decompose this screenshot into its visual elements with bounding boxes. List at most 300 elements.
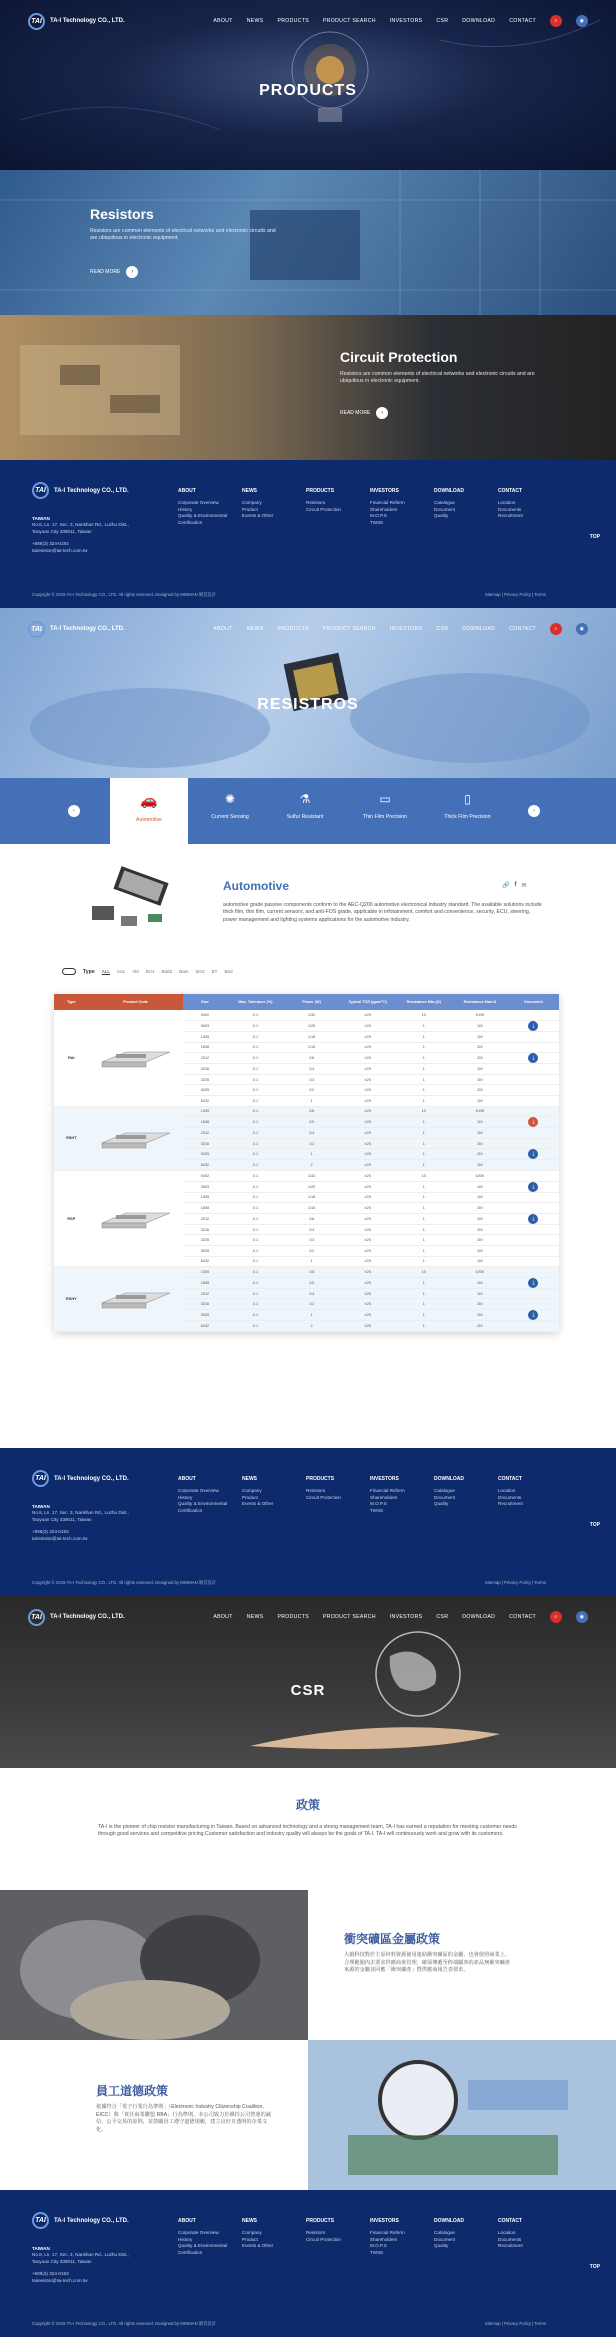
footer-link[interactable]: Certification [178,1507,203,1513]
footer-col-heading[interactable]: INVESTORS [370,488,399,494]
table-cell: 1/8 [308,1216,315,1221]
products-hero [0,0,616,170]
footer-link[interactable]: Quality [434,1501,449,1507]
table-row [54,1010,559,1021]
components-graphic [0,315,616,460]
footer-col-heading[interactable]: ABOUT [178,1476,196,1482]
table-cell: 2M [477,1056,483,1061]
filter-option[interactable]: ALL [101,969,110,974]
footer-col-heading[interactable]: DOWNLOAD [434,2218,464,2224]
table-cell: 1/10 [307,1045,316,1050]
table-cell: 0.1 [252,1013,259,1018]
product-drawing [89,1106,183,1170]
nav-item[interactable]: INVESTORS [389,626,423,632]
footer-link[interactable]: Resistors [306,1488,326,1494]
footer-link[interactable]: Quality & Environmental [178,2243,228,2249]
policy-title: 政策 [295,1798,320,1812]
table-cell: 0402 [200,1173,210,1178]
nav-item[interactable]: CONTACT [509,1614,536,1620]
footer-link[interactable]: Events & Other [242,1501,274,1507]
nav-item[interactable]: CONTACT [509,626,536,632]
resistros-hero [0,608,616,778]
footer-address [32,1504,142,1542]
footer-col-heading[interactable]: DOWNLOAD [434,488,464,494]
brand-name: TA-I Technology CO., LTD. [50,1614,125,1620]
legal-links[interactable]: Sitemap | Privacy Policy | Terms [484,2321,546,2326]
download-icon[interactable]: ⤓ [528,1117,538,1127]
table-cell: 1M [477,1098,483,1103]
sensor-icon: ✺ [224,792,236,806]
footer-link[interactable]: Quality [434,513,449,519]
footer-col-heading[interactable]: CONTACT [498,2218,523,2224]
section-title: Automotive [223,879,289,893]
footer-col-heading[interactable]: INVESTORS [370,1476,399,1482]
footer-link[interactable]: Quality & Environmental [178,513,228,519]
table-cell: 1/2 [308,1088,315,1093]
footer [0,1448,616,1596]
logo[interactable] [28,1609,125,1626]
table-cell: 1/3 [308,1238,315,1243]
footer-col-heading[interactable]: NEWS [242,1476,257,1482]
tab-label: Thin Film Precision [362,814,408,820]
footer-address [32,516,142,554]
filter-option[interactable]: Ao1 [116,969,126,974]
table-cell: 2M [477,1312,483,1317]
download-icon[interactable]: ⤓ [528,1021,538,1031]
table-cell: 1 [422,1323,425,1328]
table-cell: 100K [475,1013,485,1018]
type-cell: RSHT [66,1136,77,1141]
table-cell: 1 [422,1077,425,1082]
footer-col-heading[interactable]: NEWS [242,488,257,494]
next-arrow-icon[interactable]: › [528,805,540,817]
table-cell: 1/8 [308,1109,315,1114]
footer-link[interactable]: Documents [498,2236,522,2242]
filter-option[interactable]: ET [211,969,218,974]
footer-link[interactable]: Company [242,500,262,506]
table-cell: 1608 [200,1045,210,1050]
download-icon[interactable]: ⤓ [528,1053,538,1063]
table-cell: ±25 [364,1013,371,1018]
footer-columns [178,1476,562,1514]
link-icon[interactable]: 🔗 [502,883,510,889]
footer-link[interactable]: Documents [498,506,522,512]
table-cell: 0.1 [252,1034,259,1039]
resistor-product-image [86,866,196,946]
table-cell: 2M [477,1067,483,1072]
nav-item[interactable]: INVESTORS [389,1614,423,1620]
language-icon[interactable]: ◉ [576,623,588,635]
footer-link[interactable]: Quality [434,2243,449,2249]
table-cell: 1 [422,1088,425,1093]
table-cell: 1 [422,1024,425,1029]
download-icon[interactable]: ⤓ [528,1182,538,1192]
table-cell: 1 [422,1152,425,1157]
table-cell: 1 [310,1152,313,1157]
footer-link[interactable]: Document [434,506,455,512]
search-icon[interactable]: ⌕ [550,623,562,635]
footer-link[interactable]: Resistors [306,500,326,506]
footer-link[interactable]: Shareholders [370,1494,398,1500]
filter-option[interactable]: Bam [179,969,189,974]
footer-link[interactable]: M.O.P.S [370,513,387,519]
table-cell: 10 [421,1173,426,1178]
table-cell: 1/20 [307,1024,316,1029]
nav-item[interactable]: ABOUT [213,1614,233,1620]
table-cell: 3216 [200,1141,210,1146]
footer-link[interactable]: Recruitment [498,1501,523,1507]
footer-col-heading[interactable]: NEWS [242,2218,257,2224]
page-title: RESISTROS [257,696,359,713]
footer-link[interactable]: Recruitment [498,513,523,519]
document-cell [508,1213,559,1224]
nav-item[interactable]: ABOUT [213,18,233,24]
filter-label: Type [83,968,95,975]
address-text: No.8, Ln. 17, Sec. 3, Nankhan Rd., Luzhu Dist., Taoyuan City 338011, Taiwan [32,1510,129,1522]
footer-link[interactable]: TWSE [370,1507,384,1513]
footer-link[interactable]: Circuit Protection [306,1494,341,1500]
footer-link[interactable]: Quality & Environmental [178,1501,228,1507]
document-cell [508,1235,559,1246]
table-cell: 1 [422,1056,425,1061]
table-cell: ±25 [364,1077,371,1082]
footer-link[interactable]: Financial Reform [370,2230,405,2236]
document-cell [508,1042,559,1053]
table-cell: 1 [310,1098,313,1103]
table-cell: 2012 [200,1216,210,1221]
footer-link[interactable]: Financial Reform [370,500,405,506]
filter-option[interactable]: 5m3 [195,969,205,974]
document-cell [508,1106,559,1117]
filter-option[interactable]: Bed [224,969,233,974]
table-cell: 3225 [200,1238,210,1243]
address-text: No.8, Ln. 17, Sec. 3, Nankhan Rd., Luzhu Dist., Taoyuan City 338011, Taiwan [32,522,129,534]
footer-col-heading[interactable]: CONTACT [498,1476,523,1482]
footer-link[interactable]: Circuit Protection [306,506,341,512]
table-cell: 1608 [200,1120,210,1125]
footer-link[interactable]: Catalogue [434,1488,455,1494]
download-icon[interactable]: ⤓ [528,1310,538,1320]
nav-item[interactable]: CONTACT [509,18,536,24]
back-to-top-button[interactable]: TOP [589,1522,600,1528]
footer-link[interactable]: M.O.P.S [370,1501,387,1507]
table-cell: 1M [477,1131,483,1136]
footer-link[interactable]: TWSE [370,2249,384,2255]
footer-logo[interactable] [32,1470,129,1487]
table-cell: 1M [477,1024,483,1029]
nav-item[interactable]: CSR [436,1614,449,1620]
tab-thin-film-precision[interactable] [345,792,425,820]
email-link[interactable]: tairesistor@tai-tech.com.tw [32,547,88,553]
copyright: Copyright © 2019 TA-I Technology CO., LTD. All rights reserved. Designed by MINMAN 網頁設計 [32,1580,217,1585]
table-cell: 10 [421,1109,426,1114]
table-cell: ±25 [364,1302,371,1307]
legal-links[interactable]: Sitemap | Privacy Policy | Terms [484,1580,546,1585]
nav-item[interactable]: DOWNLOAD [462,18,496,24]
table-cell: 1 [422,1248,425,1253]
table-cell: 1/8 [308,1056,315,1061]
document-cell [508,1309,559,1320]
table-cell: ±25 [364,1163,371,1168]
table-cell: 0.1 [252,1195,259,1200]
footer-link[interactable]: History [178,2236,193,2242]
tab-label: Automotive [136,817,162,823]
footer-col-heading[interactable]: DOWNLOAD [434,1476,464,1482]
footer-link[interactable]: Shareholders [370,506,398,512]
table-cell: 2012 [200,1056,210,1061]
download-icon[interactable]: ⤓ [528,1278,538,1288]
csr-hero [0,1596,616,1768]
table-cell: 100K [475,1269,485,1274]
footer-col-heading[interactable]: INVESTORS [370,2218,399,2224]
footer-columns [178,488,562,526]
nav-item[interactable]: INVESTORS [389,18,423,24]
nav-item[interactable]: DOWNLOAD [462,1614,496,1620]
table-cell: ±25 [364,1248,371,1253]
resistors-read-more[interactable] [90,266,138,278]
table-cell: ±25 [364,1120,371,1125]
nav-item[interactable]: PRODUCTS [277,626,309,632]
document-cell [508,1320,559,1331]
table-cell: 0603 [200,1024,210,1029]
language-icon[interactable]: ◉ [576,15,588,27]
table-cell: ±25 [364,1184,371,1189]
policy-section [0,1768,616,1890]
circuit-read-more[interactable] [340,407,388,419]
footer-link[interactable]: Catalogue [434,2230,455,2236]
footer-link[interactable]: Location [498,500,516,506]
footer-link[interactable]: Events & Other [242,513,274,519]
col-header: Max. Tolerance (%) [227,994,283,1010]
tab-current-sensing[interactable] [195,792,265,820]
table-cell: 1 [422,1034,425,1039]
table-cell: 2M [477,1227,483,1232]
document-cell [508,1064,559,1075]
document-cell [508,1181,559,1192]
logo-mark: TAI [28,621,45,638]
filter-option[interactable]: bO1 [145,969,155,974]
nav-item[interactable]: DOWNLOAD [462,626,496,632]
footer-col-heading[interactable]: PRODUCTS [306,1476,335,1482]
table-cell: 1005 [200,1269,210,1274]
email-link[interactable]: tairesistor@tai-tech.com.tw [32,1535,88,1541]
nav-item[interactable]: PRODUCTS [277,1614,309,1620]
nav-item[interactable]: PRODUCTS [277,18,309,24]
footer-link[interactable]: Recruitment [498,2243,523,2249]
footer-link[interactable]: TWSE [370,519,384,525]
footer-link[interactable]: Document [434,2236,455,2242]
nav-item[interactable]: CSR [436,18,449,24]
table-cell: 1 [422,1120,425,1125]
table-cell: 2M [477,1163,483,1168]
footer-col-heading[interactable]: PRODUCTS [306,488,335,494]
table-cell: 1 [422,1098,425,1103]
table-cell: ±25 [364,1291,371,1296]
footer-link[interactable]: Corporate Overview [178,2230,219,2236]
table-cell: 2M [477,1248,483,1253]
footer-link[interactable]: History [178,1494,193,1500]
table-cell: 0.1 [252,1024,259,1029]
search-icon[interactable]: ⌕ [550,1611,562,1623]
footer-link[interactable]: Product [242,2236,258,2242]
footer-col-heading[interactable]: PRODUCTS [306,2218,335,2224]
share-icon[interactable]: ✉ [521,883,527,889]
read-more-label: READ MORE [90,269,121,275]
table-row [54,1171,559,1182]
document-cell [508,1256,559,1267]
table-cell: 6432 [200,1323,210,1328]
table-cell: ±25 [364,1024,371,1029]
footer-col-heading[interactable]: CONTACT [498,488,523,494]
footer-link[interactable]: Company [242,1488,262,1494]
table-cell: ±25 [364,1045,371,1050]
arrow-right-icon: › [376,407,388,419]
table-cell: 0.1 [252,1323,259,1328]
logo-mark: TAI [28,13,45,30]
filter-option[interactable]: Bdd2 [161,969,173,974]
email-link[interactable]: tairesistor@tai-tech.com.tw [32,2277,88,2283]
conflict-minerals-section [0,1890,616,2040]
tab-automotive[interactable] [110,778,188,844]
footer-col-heading[interactable]: ABOUT [178,2218,196,2224]
brand-name: TA-I Technology CO., LTD. [50,18,125,24]
tab-label: Thick Film Precision [444,814,491,820]
nav-item[interactable]: ABOUT [213,626,233,632]
footer-link[interactable]: Document [434,1494,455,1500]
table-cell: 0.1 [252,1302,259,1307]
footer-link[interactable]: Circuit Protection [306,2236,341,2242]
nav-item[interactable]: PRODUCT SEARCH [322,18,376,24]
footer-link[interactable]: Documents [498,1494,522,1500]
nav-item[interactable]: PRODUCT SEARCH [322,626,376,632]
footer-link[interactable]: Company [242,2230,262,2236]
logo[interactable] [28,13,125,30]
policy-text: TA-I is the pioneer of chip resistor manufacturing in Taiwan. Based on advanced technology and a strong management team, TA-I has earned a reputation for meeting customer needs through good services and competitive pricing.Customer satisfaction and industry quality will always be the goals of TA-I. TA-I will continuously work and grow with its customers. [98,1824,517,1838]
table-cell: 1/10 [307,1206,316,1211]
table-cell: 1 [422,1067,425,1072]
toggle-icon[interactable] [62,968,76,975]
table-cell: 2M [477,1238,483,1243]
table-cell: 1/32 [307,1013,316,1018]
tab-sulfur-resistant[interactable] [270,792,340,820]
table-cell: 1/4 [308,1291,315,1296]
table-cell: 1/4 [308,1131,315,1136]
footer-link[interactable]: Financial Reform [370,1488,405,1494]
table-cell: 1 [422,1141,425,1146]
nav-item[interactable]: PRODUCT SEARCH [322,1614,376,1620]
nav-item[interactable]: CSR [436,626,449,632]
footer-link[interactable]: Product [242,1494,258,1500]
table-cell: 1 [422,1259,425,1264]
download-icon[interactable]: ⤓ [528,1149,538,1159]
footer-link[interactable]: Events & Other [242,2243,274,2249]
ethics-title: 員工道德政策 [96,2084,169,2098]
page-title: PRODUCTS [259,82,357,99]
table-cell: 0.1 [252,1098,259,1103]
footer-link[interactable]: Certification [178,2249,203,2255]
top-nav [0,608,616,650]
col-header: Size [183,994,228,1010]
back-to-top-button[interactable]: TOP [589,2264,600,2270]
document-cell [508,1032,559,1043]
legal-links[interactable]: Sitemap | Privacy Policy | Terms [484,592,546,597]
footer-link[interactable]: Location [498,2230,516,2236]
footer-logo[interactable] [32,482,129,499]
table-cell: ±25 [364,1280,371,1285]
table-cell: 1M [477,1034,483,1039]
circuit-protection-band [0,315,616,460]
footer-link[interactable]: Corporate Overview [178,500,219,506]
search-icon[interactable]: ⌕ [550,15,562,27]
nav-item[interactable]: NEWS [246,1614,264,1620]
table-cell: 1 [422,1184,425,1189]
filter-option[interactable]: Al0 [132,969,139,974]
prev-arrow-icon[interactable]: ‹ [68,805,80,817]
footer-link[interactable]: History [178,506,193,512]
nav-item[interactable]: NEWS [246,18,264,24]
table-cell: 3216 [200,1302,210,1307]
tab-thick-film-precision[interactable] [425,792,510,820]
table-cell: 2M [477,1206,483,1211]
nav-item[interactable]: NEWS [246,626,264,632]
table-cell: 1/2 [308,1302,315,1307]
brand-name: TA-I Technology CO., LTD. [50,626,125,632]
section-description: automotive grade passive components conform to the AEC-Q200 automotive electronical industry standard. The available solutions include thick film, thin film, current sensors, and anti-FOS grade, applicable in infotainment, comfort and convenience, security, ECU, steering, power management and lighting systems applications for the automotive industry. [223,902,542,923]
table-cell: 1/32 [307,1173,316,1178]
table-cell: 0.1 [252,1173,259,1178]
footer-link[interactable]: Shareholders [370,2236,398,2242]
document-cell [508,1085,559,1096]
copyright: Copyright © 2019 TA-I Technology CO., LTD. All rights reserved. Designed by MINMAN 網頁設計 [32,592,217,597]
table-cell: 100K [475,1173,485,1178]
footer-link[interactable]: Location [498,1488,516,1494]
document-cell [508,1277,559,1288]
table-cell: ±25 [364,1088,371,1093]
download-icon[interactable]: ⤓ [528,1214,538,1224]
table-cell: 0.1 [252,1141,259,1146]
type-cell: RAI [68,1055,75,1060]
back-to-top-button[interactable]: TOP [589,534,600,540]
table-row [54,1267,559,1278]
language-icon[interactable]: ◉ [576,1611,588,1623]
table-cell: 5025 [200,1088,210,1093]
logo[interactable] [28,621,125,638]
document-cell [508,1246,559,1257]
footer-link[interactable]: Resistors [306,2230,326,2236]
table-cell: ±25 [364,1227,371,1232]
footer-link[interactable]: M.O.P.S [370,2243,387,2249]
col-header: Resistance Min.(Ω) [396,994,452,1010]
table-cell: ±25 [364,1173,371,1178]
table-cell: ±25 [364,1034,371,1039]
table-cell: 0.1 [252,1045,259,1050]
table-cell: 3216 [200,1227,210,1232]
footer-link[interactable]: Catalogue [434,500,455,506]
footer-link[interactable]: Certification [178,519,203,525]
table-cell: 0.1 [252,1206,259,1211]
footer-col-heading[interactable]: ABOUT [178,488,196,494]
table-cell: 0.1 [252,1269,259,1274]
footer-link[interactable]: Product [242,506,258,512]
table-cell: 0.1 [252,1238,259,1243]
document-cell [508,1138,559,1149]
document-cell [508,1299,559,1310]
facebook-icon[interactable]: f [514,882,517,888]
footer-link[interactable]: Corporate Overview [178,1488,219,1494]
document-cell [508,1074,559,1085]
footer-logo[interactable] [32,2212,129,2229]
logo-mark: TAI [28,1609,45,1626]
